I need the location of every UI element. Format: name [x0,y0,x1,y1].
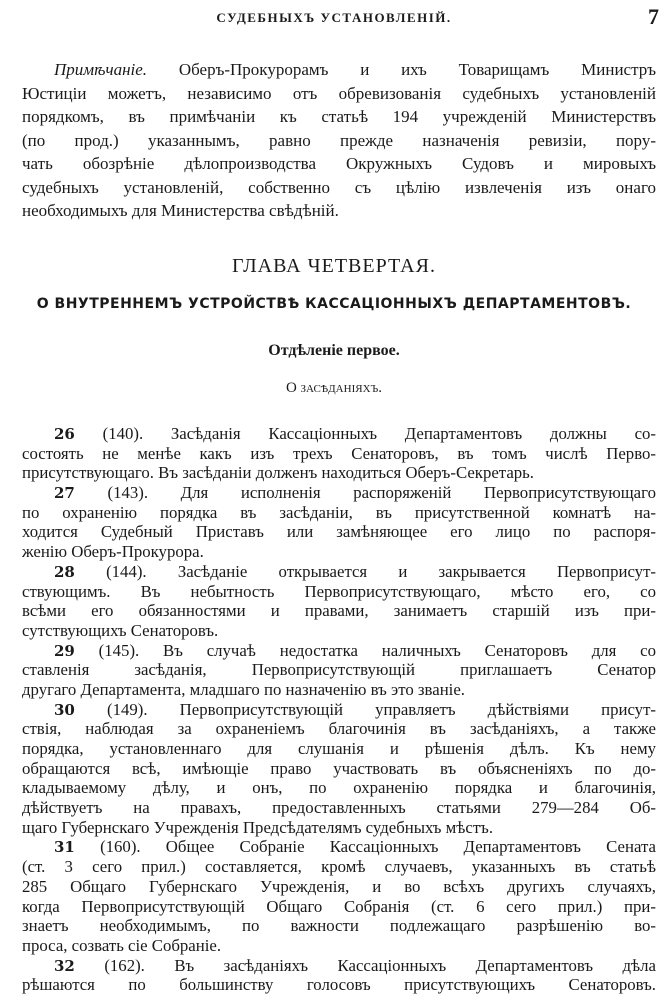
article-line-text: Въ случаѣ недостатка наличныхъ Сенаторовъ для со [163,640,656,660]
article-line [22,562,656,582]
article-line [22,916,656,936]
article-line [22,818,656,838]
article-line-text: женію Оберъ-Прокурора. [22,542,204,562]
article-line-text: дѣйствуетъ на правахъ, предоставленныхъ статьями 279—284 Об- [22,798,656,818]
note-line-text: необходимыхъ для Министерства свѣдѣній. [22,201,339,220]
article-line [22,798,656,818]
article-reference: (145). [74,640,164,660]
chapter-title: ГЛАВА ЧЕТВЕРТАЯ. [232,255,436,277]
article [22,837,656,955]
article-line [22,621,656,641]
article-line [22,759,656,779]
articles [22,424,656,995]
article-number: 31 [54,838,75,857]
article-line-text: порядка, установленнаго для слушанія и рѣшенія дѣлъ. Къ нему [22,739,656,758]
article-number: 32 [54,956,75,975]
article [22,483,656,562]
article-number: 30 [54,700,75,719]
article-line-text: рѣшаются по большинству голосовъ присутствующихъ Сенаторовъ. [22,975,656,995]
article-line [22,778,656,798]
article-line-text: проса, созвать сіе Собраніе. [22,935,222,955]
article-line [22,975,656,995]
article-line [22,837,656,857]
article-line-text: ствующимъ. Въ небытность Первоприсутствующаго, мѣсто его, со [22,581,656,601]
article-line [22,719,656,739]
article-line [22,936,656,956]
subsection-title: О засѣданіяхъ. [285,380,383,396]
article-line-text: знаетъ необходимымъ, по важности подлежащаго разрѣшенію во- [22,916,656,936]
article-line-text: кладываемому дѣлу, и онъ, по охраненію порядка и благочинія, [22,778,656,798]
article-line [22,641,656,661]
article-line-text: когда Первоприсутствующій Общаго Собранія (ст. 6 сего прил.) при- [22,896,656,916]
note-line-text: чать обозрѣніе дѣлопроизводства Окружныхъ Судовъ и мировыхъ [22,154,656,173]
article-line [22,897,656,917]
article-line [22,739,656,759]
note-line [22,58,656,82]
article-line-text: обращаются всѣ, имѣющіе право участвовать въ объясненіяхъ по до- [22,758,656,778]
article-line [22,424,656,444]
chapter-subtitle: О ВНУТРЕННЕМЪ УСТРОЙСТВѢ КАССАЦІОННЫХЪ ДЕПАРТАМЕНТОВЪ. [36,296,632,312]
article-line-text: 285 Общаго Губернскаго Учрежденія, и во всѣхъ другихъ случаяхъ, [22,876,656,896]
article-line-text: всѣми его обязанностями и правами, занимаетъ старшій изъ при- [22,601,656,621]
article-line-text: (ст. 3 сего прил.) составляется, кромѣ случаевъ, указанныхъ въ статьѣ [22,857,656,877]
article-line-text: по охраненію порядка въ засѣданіи, въ присутственной комнатѣ на- [22,502,656,522]
note-line [22,199,656,223]
article-number: 29 [54,641,75,660]
article-number: 27 [54,484,75,503]
article-line [22,660,656,680]
page-number: 7 [648,4,659,29]
article-line [22,700,656,720]
article-line-text: ставленія засѣданія, Первоприсутствующій приглашаетъ Сенатор [22,660,656,680]
article-line [22,522,656,542]
article-line [22,601,656,621]
article-line [22,877,656,897]
note-label: Примѣчаніе. [54,60,148,79]
article-line-text: сутствующихъ Сенаторовъ. [22,620,219,640]
article-line-text: Общее Собраніе Кассаціонныхъ Департаментовъ Сената [165,837,656,857]
article-line [22,582,656,602]
article [22,700,656,838]
note-line-text: судебныхъ установленій, собственно съ цѣлію извлеченія изъ онаго [22,177,656,197]
article-number: 26 [54,425,75,443]
article-line-text: Для исполненія распоряженій Первоприсутствующаго [180,483,656,503]
article-reference: (144). [74,561,178,581]
article [22,424,656,483]
article [22,641,656,700]
article-line [22,956,656,976]
article-number: 28 [54,562,75,581]
article [22,562,656,641]
article-line [22,463,656,483]
section-title: Отдѣленіе первое. [268,342,400,359]
note-paragraph [22,58,656,223]
running-head: СУДЕБНЫХЪ УСТАНОВЛЕНІЙ. [216,10,452,25]
note-line-text: (по прод.) указаннымъ, равно прежде назначенія ревизіи, пору- [22,130,656,150]
article-line-text: Первоприсутствующій управляетъ дѣйствіями присут- [179,699,656,719]
article-line-text: Засѣданія Кассаціонныхъ Департаментовъ должны со- [170,424,656,443]
note-line [22,129,656,153]
article-reference: (143). [74,483,181,503]
article-line-text: состоять не менѣе какъ изъ трехъ Сенаторовъ, въ томъ числѣ Перво- [22,443,656,463]
article-line-text: ствія, наблюдая за охраненіемъ благочинія въ засѣданіяхъ, а также [22,719,656,739]
article [22,956,656,995]
article-reference: (140). [74,424,171,443]
article-line-text: другаго Департамента, младшаго по назначенію въ это званіе. [22,679,465,699]
article-line [22,542,656,562]
article-line [22,857,656,877]
note-line [22,105,656,129]
note-line-text: порядкомъ, въ примѣчаніи къ статьѣ 194 учрежденій Министерствъ [22,107,656,126]
note-line-text: Оберъ-Прокурорамъ и ихъ Товарищамъ Министръ [178,60,656,79]
note-line [22,82,656,106]
article-line [22,483,656,503]
note-line [22,176,656,200]
article-reference: (162). [74,955,175,975]
note-line [22,152,656,176]
article-line-text: Засѣданіе открывается и закрывается Первоприсут- [177,561,656,581]
article-line-text: щаго Губернскаго Учрежденія Предсѣдателямъ судебныхъ мѣстъ. [22,817,494,837]
article-line [22,680,656,700]
article-line [22,503,656,523]
article-reference: (160). [74,837,166,857]
article-line-text: Въ засѣданіяхъ Кассаціонныхъ Департаментовъ дѣла [174,955,656,975]
article-line [22,444,656,464]
note-line-text: Юстиціи можетъ, независимо отъ обревизованія судебныхъ установленій [22,83,656,103]
article-line-text: ходится Судебный Приставъ или замѣняющее его лицо по распоря- [22,522,656,542]
article-reference: (149). [74,699,180,719]
article-line-text: присутствующаго. Въ засѣданіи долженъ находиться Оберъ-Секретарь. [22,463,535,483]
